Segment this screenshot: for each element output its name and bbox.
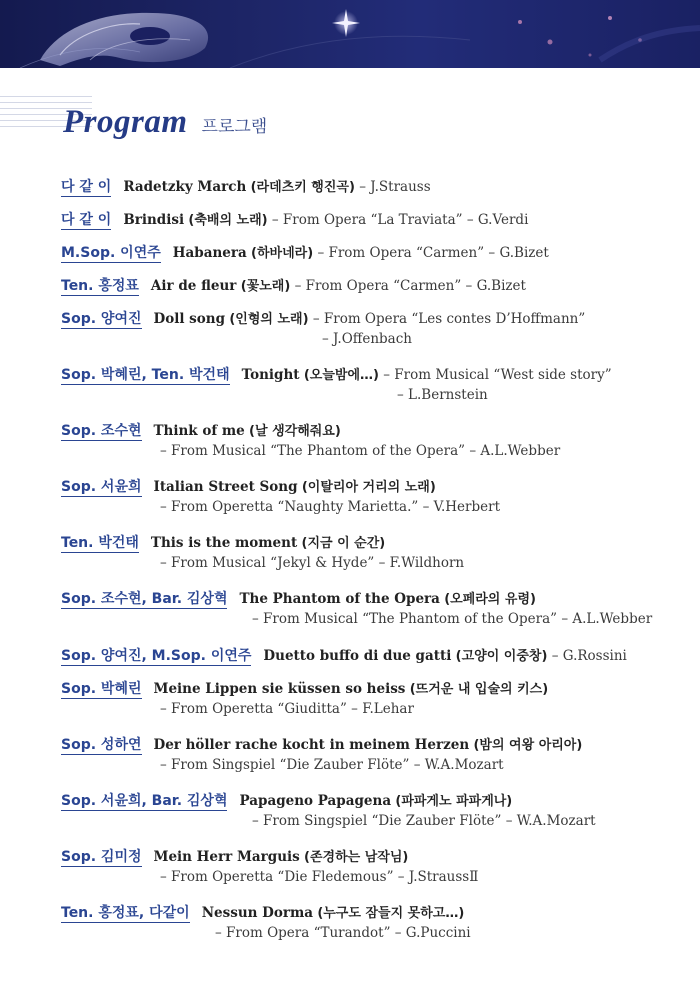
- performer: Sop. 양여진, M.Sop. 이연주: [61, 648, 252, 664]
- performer: Ten. 홍정표, 다같이: [61, 905, 190, 921]
- performer: Sop. 조수현, Bar. 김상혁: [61, 591, 228, 607]
- program-item: [61, 176, 431, 199]
- piece-source: – From Operetta “Die Fledemous” – J.StraussⅡ: [160, 869, 479, 885]
- piece-title-korean: (라데츠키 행진곡): [250, 180, 355, 195]
- piece-title-korean: (오페라의 유령): [444, 592, 536, 607]
- piece-title: Papageno Papagena: [239, 793, 392, 809]
- performer: Sop. 서윤희, Bar. 김상혁: [61, 793, 228, 809]
- program-item: [61, 242, 549, 265]
- program-item: [61, 420, 341, 443]
- piece-title-korean: (존경하는 남작님): [304, 850, 409, 865]
- piece-title-korean: (오늘밤에…): [303, 368, 379, 383]
- piece-title-korean: (축배의 노래): [188, 213, 268, 228]
- performer: 다 같 이: [61, 212, 112, 228]
- piece-credits: – From Opera “Carmen” – G.Bizet: [317, 245, 549, 261]
- title-english: Program: [63, 104, 188, 140]
- piece-title: Tonight: [241, 367, 300, 383]
- program-item: [61, 734, 582, 757]
- piece-title: Air de fleur: [150, 278, 237, 294]
- piece-title: Think of me: [153, 423, 245, 439]
- title-korean: 프로그램: [201, 117, 268, 137]
- piece-title: The Phantom of the Opera: [239, 591, 440, 607]
- program-item: [61, 678, 548, 701]
- piece-title: Doll song: [153, 311, 226, 327]
- piece-title-korean: (꽃노래): [240, 279, 291, 294]
- piece-title: This is the moment: [150, 535, 298, 551]
- performer: M.Sop. 이연주: [61, 245, 161, 261]
- program-item: [61, 846, 408, 869]
- performer: Ten. 홍정표: [61, 278, 139, 294]
- performer: 다 같 이: [61, 179, 112, 195]
- piece-title: Meine Lippen sie küssen so heiss: [153, 681, 406, 697]
- piece-title: Radetzky March: [123, 179, 247, 195]
- program-item: [61, 790, 512, 813]
- piece-title-korean: (인형의 노래): [229, 312, 309, 327]
- piece-credits: – From Musical “West side story”: [383, 367, 612, 383]
- piece-source: – From Musical “The Phantom of the Opera” – A.L.Webber: [252, 611, 653, 627]
- program-item: [61, 902, 464, 925]
- piece-source: – From Singspiel “Die Zauber Flöte” – W.A.Mozart: [160, 757, 504, 773]
- piece-source: – From Musical “The Phantom of the Opera” – A.L.Webber: [160, 443, 561, 459]
- performer: Sop. 박혜린: [61, 681, 142, 697]
- program-item: [61, 308, 585, 331]
- piece-source: – From Opera “Turandot” – G.Puccini: [215, 925, 471, 941]
- piece-source: – J.Offenbach: [322, 331, 412, 347]
- piece-source: – From Singspiel “Die Zauber Flöte” – W.A.Mozart: [252, 813, 596, 829]
- piece-title-korean: (지금 이 순간): [301, 536, 386, 551]
- piece-credits: – From Opera “Les contes D’Hoffmann”: [312, 311, 586, 327]
- performer: Sop. 서윤희: [61, 479, 142, 495]
- mask-illustration: [0, 0, 700, 68]
- piece-source: – L.Bernstein: [397, 387, 488, 403]
- piece-title-korean: (뜨거운 내 입술의 키스): [409, 682, 549, 697]
- header-banner: [0, 0, 700, 68]
- program-item: [61, 476, 436, 499]
- piece-title: Duetto buffo di due gatti: [263, 648, 452, 664]
- piece-title-korean: (이탈리아 거리의 노래): [301, 480, 436, 495]
- program-item: [61, 645, 627, 668]
- performer: Ten. 박건태: [61, 535, 139, 551]
- program-item: [61, 588, 536, 611]
- program-item: [61, 209, 528, 232]
- piece-title-korean: (누구도 잠들지 못하고…): [317, 906, 465, 921]
- performer: Sop. 조수현: [61, 423, 142, 439]
- program-item: [61, 532, 385, 555]
- piece-title-korean: (밤의 여왕 아리아): [473, 738, 583, 753]
- piece-credits: – G.Rossini: [551, 648, 627, 664]
- performer: Sop. 성하연: [61, 737, 142, 753]
- piece-source: – From Operetta “Giuditta” – F.Lehar: [160, 701, 414, 717]
- piece-title: Italian Street Song: [153, 479, 298, 495]
- piece-title: Nessun Dorma: [201, 905, 314, 921]
- piece-source: – From Musical “Jekyl & Hyde” – F.Wildhorn: [160, 555, 465, 571]
- piece-title: Brindisi: [123, 212, 185, 228]
- piece-credits: – J.Strauss: [359, 179, 431, 195]
- program-item: [61, 364, 612, 387]
- performer: Sop. 김미정: [61, 849, 142, 865]
- piece-title: Mein Herr Marguis: [153, 849, 300, 865]
- piece-title: Habanera: [172, 245, 247, 261]
- piece-title: Der höller rache kocht in meinem Herzen: [153, 737, 470, 753]
- page-title: [63, 104, 267, 141]
- piece-credits: – From Opera “Carmen” – G.Bizet: [294, 278, 526, 294]
- piece-source: – From Operetta “Naughty Marietta.” – V.Herbert: [160, 499, 501, 515]
- piece-title-korean: (날 생각해줘요): [249, 424, 341, 439]
- performer: Sop. 박혜린, Ten. 박건태: [61, 367, 230, 383]
- performer: Sop. 양여진: [61, 311, 142, 327]
- piece-title-korean: (하바네라): [251, 246, 314, 261]
- piece-title-korean: (고양이 이중창): [455, 649, 548, 664]
- piece-title-korean: (파파게노 파파게나): [395, 794, 513, 809]
- piece-credits: – From Opera “La Traviata” – G.Verdi: [271, 212, 529, 228]
- program-item: [61, 275, 526, 298]
